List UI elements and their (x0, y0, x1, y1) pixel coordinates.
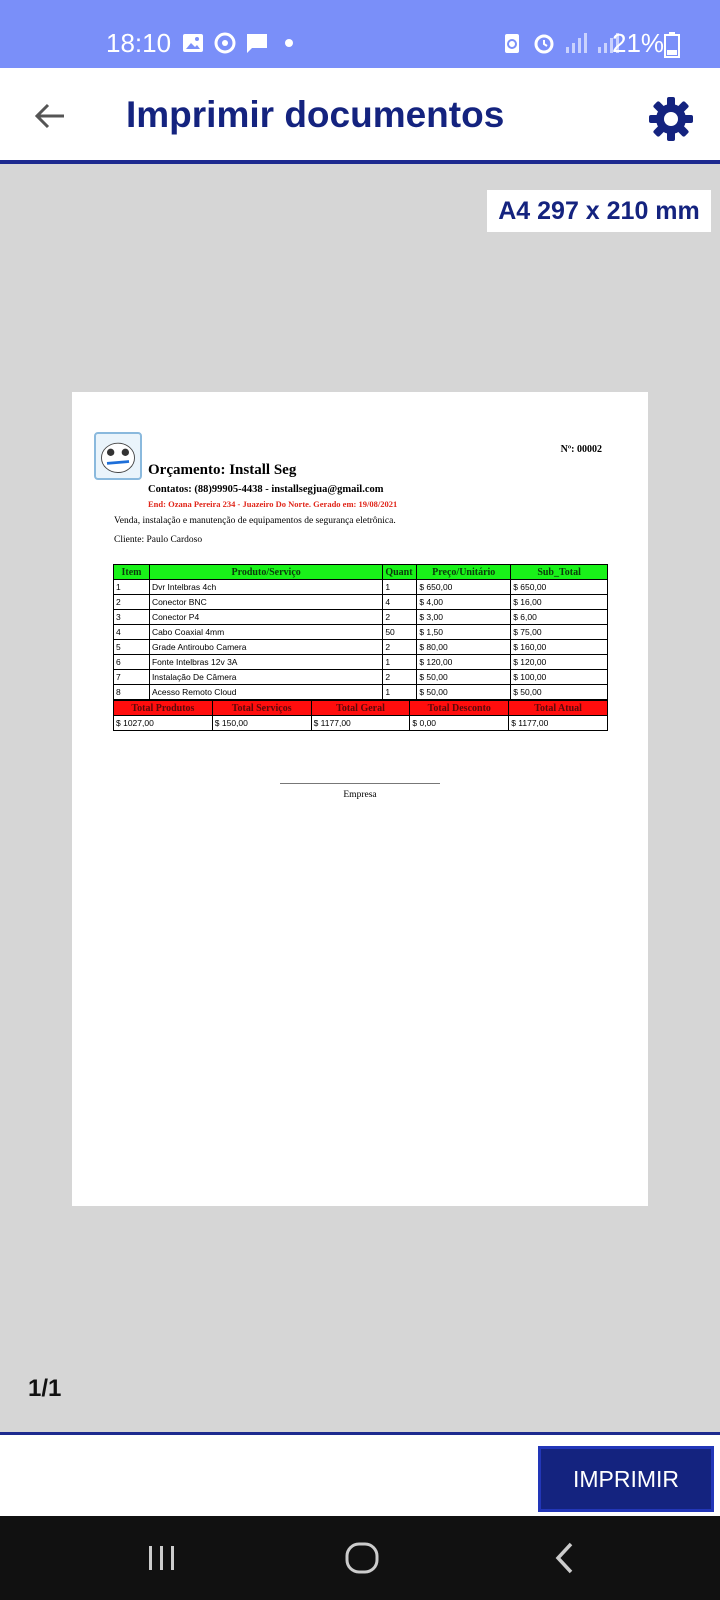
cell: $ 50,00 (511, 685, 608, 700)
cell: $ 75,00 (511, 625, 608, 640)
items-table (113, 564, 608, 700)
cell: $ 1,50 (417, 625, 511, 640)
cell: $ 50,00 (417, 670, 511, 685)
table-row (114, 685, 608, 700)
signal-icon (564, 31, 588, 55)
gear-icon[interactable] (648, 96, 694, 142)
totals-header: Total Geral (311, 701, 410, 716)
cell: 1 (383, 580, 417, 595)
status-bar (0, 0, 720, 68)
totals-header: Total Desconto (410, 701, 509, 716)
totals-header: Total Produtos (114, 701, 213, 716)
cell: $ 120,00 (511, 655, 608, 670)
cell: 2 (383, 640, 417, 655)
cell: $ 3,00 (417, 610, 511, 625)
cell: Conector BNC (149, 595, 382, 610)
message-icon (245, 31, 269, 55)
cell: 2 (114, 595, 150, 610)
document-number: Nº: 00002 (560, 444, 602, 455)
cell: 5 (114, 640, 150, 655)
table-row (114, 595, 608, 610)
cell: $ 1177,00 (311, 716, 410, 731)
app-bar (0, 68, 720, 164)
cell: 2 (383, 610, 417, 625)
address: End: Ozana Pereira 234 - Juazeiro Do Norte. Gerado em: 19/08/2021 (148, 499, 398, 509)
totals-header: Total Atual (509, 701, 608, 716)
document-preview (72, 392, 648, 1206)
cell: 4 (114, 625, 150, 640)
cell: $ 0,00 (410, 716, 509, 731)
company-logo (94, 432, 142, 480)
cell: 1 (383, 685, 417, 700)
table-header: Item (114, 565, 150, 580)
cell: Instalação De Câmera (149, 670, 382, 685)
table-header: Quant (383, 565, 417, 580)
cell: Fonte Intelbras 12v 3A (149, 655, 382, 670)
quote-title: Orçamento: Install Seg (148, 462, 297, 478)
totals-row (114, 716, 608, 731)
table-row (114, 625, 608, 640)
cell: 4 (383, 595, 417, 610)
cell: $ 6,00 (511, 610, 608, 625)
signature-line (280, 783, 440, 784)
cell: 1 (114, 580, 150, 595)
contacts: Contatos: (88)99905-4438 - installsegjua@gmail.com (148, 484, 384, 495)
page-indicator: 1/1 (28, 1375, 62, 1402)
page-title: Imprimir documentos (126, 94, 505, 135)
cell: Grade Antiroubo Camera (149, 640, 382, 655)
cell: $ 50,00 (417, 685, 511, 700)
cell: $ 80,00 (417, 640, 511, 655)
battery-icon (664, 32, 680, 58)
cell: 1 (383, 655, 417, 670)
battery-percent: 21% (612, 28, 665, 58)
cell: $ 16,00 (511, 595, 608, 610)
cell: $ 650,00 (417, 580, 511, 595)
cell: $ 4,00 (417, 595, 511, 610)
dot-icon (277, 31, 301, 55)
print-button[interactable]: IMPRIMIR (538, 1446, 714, 1512)
description: Venda, instalação e manutenção de equipamentos de segurança eletrônica. (114, 516, 396, 526)
cell: $ 1027,00 (114, 716, 213, 731)
battery-saver-icon (500, 31, 524, 55)
cell: $ 160,00 (511, 640, 608, 655)
cell: Cabo Coaxial 4mm (149, 625, 382, 640)
totals-header: Total Serviços (212, 701, 311, 716)
table-row (114, 580, 608, 595)
table-row (114, 610, 608, 625)
cell: Dvr Intelbras 4ch (149, 580, 382, 595)
cell: Conector P4 (149, 610, 382, 625)
cell: 8 (114, 685, 150, 700)
cell: $ 650,00 (511, 580, 608, 595)
cell: 2 (383, 670, 417, 685)
totals-table (113, 700, 608, 731)
back-arrow-icon[interactable] (28, 94, 72, 138)
alarm-icon (532, 31, 556, 55)
cell: 50 (383, 625, 417, 640)
table-row (114, 655, 608, 670)
table-row (114, 670, 608, 685)
home-icon[interactable] (342, 1538, 382, 1578)
paper-size-selector[interactable]: A4 297 x 210 mm (487, 190, 711, 232)
sync-icon (213, 31, 237, 55)
status-time: 18:10 (106, 28, 172, 58)
cell: 7 (114, 670, 150, 685)
signature-label: Empresa (343, 790, 377, 800)
client-name: Cliente: Paulo Cardoso (114, 535, 203, 545)
cell: Acesso Remoto Cloud (149, 685, 382, 700)
cell: $ 100,00 (511, 670, 608, 685)
back-nav-icon[interactable] (546, 1538, 586, 1578)
bottom-bar (0, 1432, 720, 1516)
table-header: Sub_Total (511, 565, 608, 580)
table-header: Produto/Serviço (149, 565, 382, 580)
cell: $ 150,00 (212, 716, 311, 731)
cell: $ 1177,00 (509, 716, 608, 731)
table-row (114, 640, 608, 655)
cell: 3 (114, 610, 150, 625)
navigation-bar (0, 1516, 720, 1600)
gallery-icon (181, 31, 205, 55)
cell: $ 120,00 (417, 655, 511, 670)
cell: 6 (114, 655, 150, 670)
recent-apps-icon[interactable] (142, 1538, 182, 1578)
table-header: Preço/Unitário (417, 565, 511, 580)
